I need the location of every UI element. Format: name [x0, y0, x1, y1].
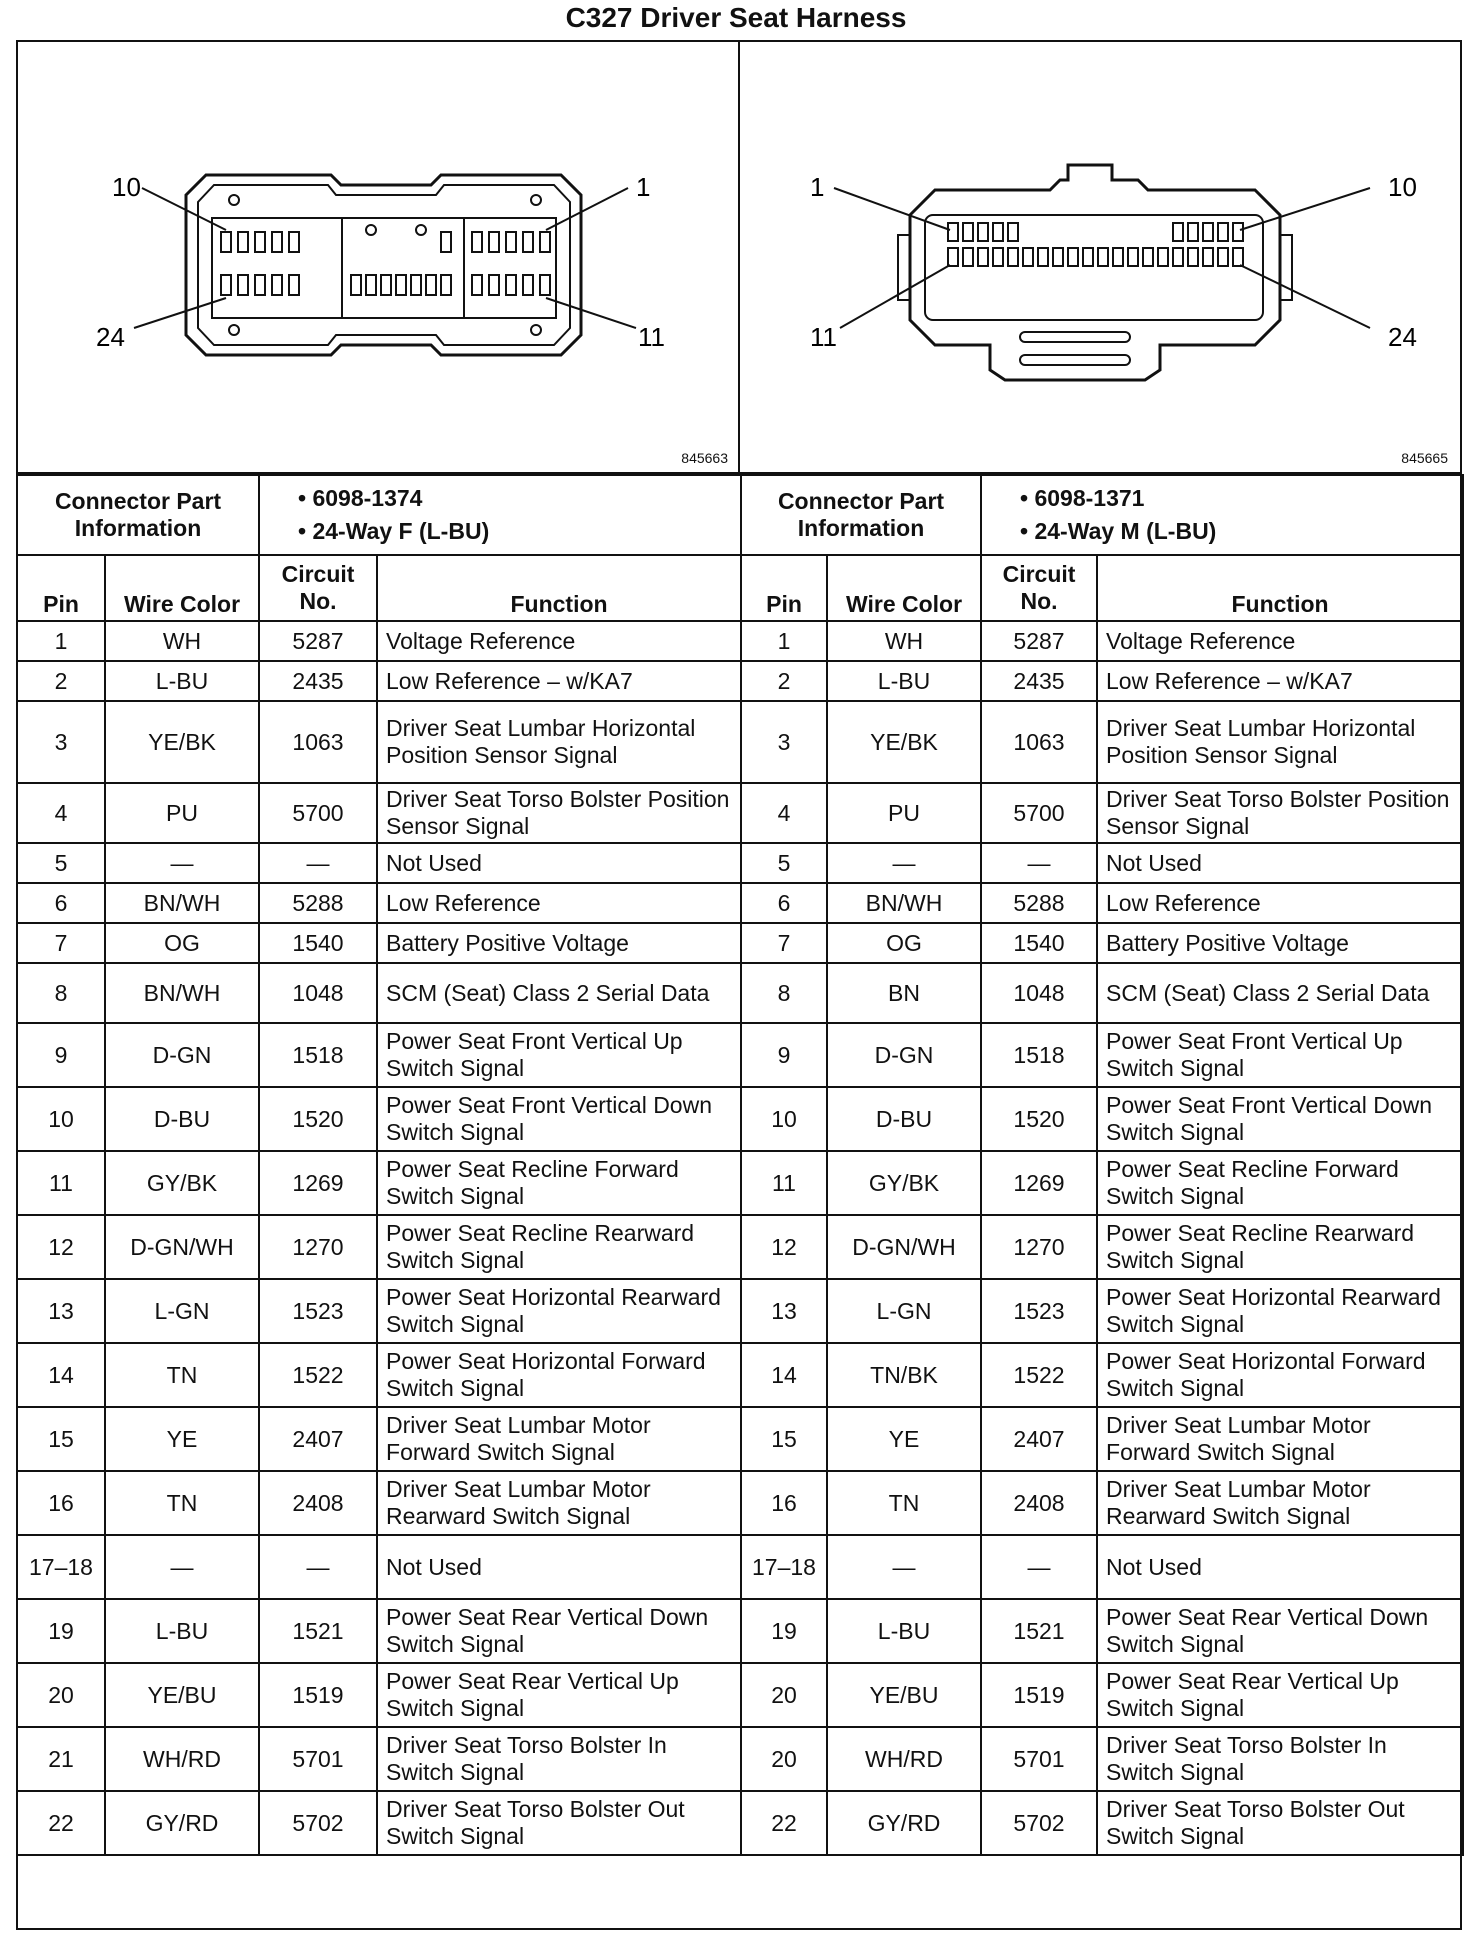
pin-cell: 20	[741, 1663, 827, 1727]
wire-color-cell: D-GN/WH	[105, 1215, 259, 1279]
pin-cell: 5	[741, 843, 827, 883]
header-function: Function	[1097, 555, 1463, 621]
part-info-values	[259, 475, 741, 555]
wire-color-cell: —	[105, 1535, 259, 1599]
circuit-cell: 1519	[981, 1663, 1097, 1727]
wire-color-cell: D-GN	[827, 1023, 981, 1087]
table-row	[741, 963, 1463, 1023]
wire-color-cell: GY/RD	[827, 1791, 981, 1855]
pin-cell: 13	[741, 1279, 827, 1343]
female-connector-drawing	[16, 40, 738, 470]
circuit-cell: 1540	[259, 923, 377, 963]
circuit-cell: 1048	[259, 963, 377, 1023]
callout-10: 10	[1388, 172, 1417, 202]
pin-cell: 10	[17, 1087, 105, 1151]
function-cell: Not Used	[1097, 1535, 1463, 1599]
table-row	[17, 1087, 741, 1151]
wire-color-cell: PU	[105, 783, 259, 843]
wire-color-cell: —	[105, 843, 259, 883]
pin-cell: 17–18	[741, 1535, 827, 1599]
circuit-cell: —	[259, 1535, 377, 1599]
wire-color-cell: BN	[827, 963, 981, 1023]
circuit-cell: 2408	[259, 1471, 377, 1535]
function-cell: Power Seat Rear Vertical Down Switch Signal	[377, 1599, 741, 1663]
function-cell: Power Seat Recline Rearward Switch Signal	[1097, 1215, 1463, 1279]
table-row	[741, 1151, 1463, 1215]
table-row	[741, 1279, 1463, 1343]
wire-color-cell: D-GN	[105, 1023, 259, 1087]
function-cell: Driver Seat Lumbar Motor Forward Switch Signal	[1097, 1407, 1463, 1471]
pin-cell: 14	[741, 1343, 827, 1407]
female-pin-cavities	[221, 232, 550, 295]
circuit-cell: 1520	[259, 1087, 377, 1151]
pin-cell: 4	[741, 783, 827, 843]
function-cell: Power Seat Rear Vertical Up Switch Signal	[1097, 1663, 1463, 1727]
table-row	[741, 1535, 1463, 1599]
pin-cell: 3	[741, 701, 827, 783]
wire-color-cell: WH	[105, 621, 259, 661]
wire-color-cell: YE/BK	[827, 701, 981, 783]
table-row	[741, 1023, 1463, 1087]
function-cell: Driver Seat Torso Bolster Position Sensor Signal	[1097, 783, 1463, 843]
table-row	[17, 1343, 741, 1407]
pin-cell: 12	[17, 1215, 105, 1279]
wire-color-cell: TN/BK	[827, 1343, 981, 1407]
wire-color-cell: L-BU	[105, 661, 259, 701]
table-row	[741, 701, 1463, 783]
function-cell: Power Seat Front Vertical Up Switch Signal	[1097, 1023, 1463, 1087]
wire-color-cell: D-BU	[827, 1087, 981, 1151]
circuit-cell: 1270	[259, 1215, 377, 1279]
table-row	[17, 1727, 741, 1791]
table-row	[17, 661, 741, 701]
wire-color-cell: TN	[827, 1471, 981, 1535]
table-row	[17, 1407, 741, 1471]
wire-color-cell: YE	[827, 1407, 981, 1471]
pin-cell: 20	[17, 1663, 105, 1727]
circuit-cell: 5701	[981, 1727, 1097, 1791]
callout-24: 24	[96, 322, 125, 352]
pin-cell: 8	[17, 963, 105, 1023]
circuit-cell: 2408	[981, 1471, 1097, 1535]
table-row	[17, 923, 741, 963]
table-row	[741, 1791, 1463, 1855]
circuit-cell: 5287	[981, 621, 1097, 661]
pin-cell: 11	[17, 1151, 105, 1215]
function-cell: Power Seat Horizontal Forward Switch Signal	[1097, 1343, 1463, 1407]
table-row	[17, 963, 741, 1023]
table-row	[17, 701, 741, 783]
pin-cell: 19	[741, 1599, 827, 1663]
function-cell: Power Seat Recline Forward Switch Signal	[377, 1151, 741, 1215]
table-row	[741, 923, 1463, 963]
function-cell: Not Used	[1097, 843, 1463, 883]
pin-cell: 10	[741, 1087, 827, 1151]
pin-cell: 7	[741, 923, 827, 963]
wire-color-cell: TN	[105, 1343, 259, 1407]
table-row	[741, 1471, 1463, 1535]
callout-1: 1	[636, 172, 651, 202]
table-row	[17, 783, 741, 843]
function-cell: Power Seat Front Vertical Up Switch Signal	[377, 1023, 741, 1087]
circuit-cell: 5287	[259, 621, 377, 661]
callout-10: 10	[112, 172, 141, 202]
table-row	[741, 1343, 1463, 1407]
circuit-cell: —	[981, 843, 1097, 883]
part-info-row	[741, 475, 1463, 555]
wire-color-cell: WH	[827, 621, 981, 661]
pin-cell: 4	[17, 783, 105, 843]
pin-cell: 6	[741, 883, 827, 923]
function-cell: SCM (Seat) Class 2 Serial Data	[1097, 963, 1463, 1023]
function-cell: Not Used	[377, 843, 741, 883]
circuit-cell: 1063	[981, 701, 1097, 783]
circuit-cell: 1518	[259, 1023, 377, 1087]
pin-cell: 19	[17, 1599, 105, 1663]
pin-cell: 5	[17, 843, 105, 883]
table-row	[741, 783, 1463, 843]
table-row	[17, 1791, 741, 1855]
circuit-cell: 1520	[981, 1087, 1097, 1151]
connector-diagrams	[16, 40, 1462, 474]
part-info-label: Connector Part Information	[17, 475, 259, 555]
pin-cell: 20	[741, 1727, 827, 1791]
circuit-cell: 1519	[259, 1663, 377, 1727]
pin-cell: 14	[17, 1343, 105, 1407]
table-row	[17, 621, 741, 661]
pin-cell: 8	[741, 963, 827, 1023]
circuit-cell: 2407	[981, 1407, 1097, 1471]
circuit-cell: 2435	[259, 661, 377, 701]
wire-color-cell: L-BU	[827, 661, 981, 701]
circuit-cell: —	[981, 1535, 1097, 1599]
pin-cell: 21	[17, 1727, 105, 1791]
table-row	[741, 1087, 1463, 1151]
wire-color-cell: GY/BK	[827, 1151, 981, 1215]
male-pin-rows	[741, 621, 1463, 1855]
figure-number: 845663	[681, 450, 728, 466]
function-cell: Power Seat Rear Vertical Up Switch Signal	[377, 1663, 741, 1727]
function-cell: Battery Positive Voltage	[1097, 923, 1463, 963]
function-cell: Voltage Reference	[1097, 621, 1463, 661]
pin-cell: 2	[17, 661, 105, 701]
pin-cell: 15	[17, 1407, 105, 1471]
header-circuit: Circuit No.	[981, 555, 1097, 621]
table-row	[17, 1471, 741, 1535]
circuit-cell: 1540	[981, 923, 1097, 963]
part-number: • 6098-1371	[1020, 485, 1145, 511]
function-cell: Driver Seat Lumbar Motor Forward Switch Signal	[377, 1407, 741, 1471]
function-cell: Driver Seat Torso Bolster In Switch Signal	[1097, 1727, 1463, 1791]
male-pinout-table	[740, 474, 1464, 1856]
function-cell: Power Seat Front Vertical Down Switch Signal	[377, 1087, 741, 1151]
wire-color-cell: YE/BK	[105, 701, 259, 783]
circuit-cell: 1523	[259, 1279, 377, 1343]
male-connector-diagram-panel	[740, 40, 1462, 474]
circuit-cell: 2435	[981, 661, 1097, 701]
circuit-cell: 1269	[259, 1151, 377, 1215]
wire-color-cell: L-GN	[105, 1279, 259, 1343]
function-cell: Driver Seat Torso Bolster Out Switch Signal	[377, 1791, 741, 1855]
table-row	[741, 1215, 1463, 1279]
wire-color-cell: L-BU	[105, 1599, 259, 1663]
table-row	[17, 1279, 741, 1343]
wire-color-cell: YE/BU	[827, 1663, 981, 1727]
function-cell: Power Seat Front Vertical Down Switch Signal	[1097, 1087, 1463, 1151]
pin-cell: 7	[17, 923, 105, 963]
table-row	[17, 1151, 741, 1215]
wire-color-cell: TN	[105, 1471, 259, 1535]
male-pin-blades	[948, 223, 1243, 266]
wire-color-cell: L-GN	[827, 1279, 981, 1343]
function-cell: Driver Seat Lumbar Motor Rearward Switch Signal	[1097, 1471, 1463, 1535]
wire-color-cell: PU	[827, 783, 981, 843]
function-cell: Driver Seat Lumbar Horizontal Position Sensor Signal	[377, 701, 741, 783]
wire-color-cell: OG	[105, 923, 259, 963]
table-row	[741, 843, 1463, 883]
table-header	[741, 555, 1463, 621]
wire-color-cell: OG	[827, 923, 981, 963]
function-cell: Power Seat Recline Forward Switch Signal	[1097, 1151, 1463, 1215]
table-row	[17, 843, 741, 883]
table-row	[741, 1407, 1463, 1471]
pin-cell: 2	[741, 661, 827, 701]
circuit-cell: 1522	[981, 1343, 1097, 1407]
table-row	[741, 621, 1463, 661]
table-row	[17, 1215, 741, 1279]
table-row	[741, 1599, 1463, 1663]
wire-color-cell: BN/WH	[105, 963, 259, 1023]
circuit-cell: 1063	[259, 701, 377, 783]
header-circuit: Circuit No.	[259, 555, 377, 621]
pin-cell: 16	[17, 1471, 105, 1535]
circuit-cell: 1521	[981, 1599, 1097, 1663]
pin-cell: 13	[17, 1279, 105, 1343]
function-cell: Low Reference – w/KA7	[1097, 661, 1463, 701]
function-cell: Battery Positive Voltage	[377, 923, 741, 963]
wire-color-cell: BN/WH	[105, 883, 259, 923]
pin-cell: 9	[17, 1023, 105, 1087]
callout-24: 24	[1388, 322, 1417, 352]
table-row	[17, 1599, 741, 1663]
pin-cell: 11	[741, 1151, 827, 1215]
circuit-cell: 5288	[981, 883, 1097, 923]
wire-color-cell: WH/RD	[105, 1727, 259, 1791]
function-cell: Driver Seat Torso Bolster Position Sensor Signal	[377, 783, 741, 843]
wire-color-cell: BN/WH	[827, 883, 981, 923]
header-function: Function	[377, 555, 741, 621]
callout-11: 11	[638, 322, 665, 352]
function-cell: Driver Seat Lumbar Motor Rearward Switch Signal	[377, 1471, 741, 1535]
female-pin-rows	[17, 621, 741, 1855]
wire-color-cell: GY/RD	[105, 1791, 259, 1855]
circuit-cell: 1522	[259, 1343, 377, 1407]
table-header	[17, 555, 741, 621]
pin-cell: 1	[741, 621, 827, 661]
pin-cell: 16	[741, 1471, 827, 1535]
circuit-cell: 1523	[981, 1279, 1097, 1343]
wire-color-cell: L-BU	[827, 1599, 981, 1663]
part-description: • 24-Way F (L-BU)	[298, 518, 490, 544]
circuit-cell: 1269	[981, 1151, 1097, 1215]
table-row	[17, 1535, 741, 1599]
header-pin: Pin	[741, 555, 827, 621]
function-cell: Voltage Reference	[377, 621, 741, 661]
figure-number: 845665	[1401, 450, 1448, 466]
function-cell: SCM (Seat) Class 2 Serial Data	[377, 963, 741, 1023]
circuit-cell: —	[259, 843, 377, 883]
header-wire-color: Wire Color	[105, 555, 259, 621]
part-info-row	[17, 475, 741, 555]
function-cell: Low Reference – w/KA7	[377, 661, 741, 701]
wire-color-cell: YE/BU	[105, 1663, 259, 1727]
function-cell: Power Seat Horizontal Forward Switch Signal	[377, 1343, 741, 1407]
wire-color-cell: YE	[105, 1407, 259, 1471]
callout-11: 11	[810, 322, 837, 352]
table-row	[741, 661, 1463, 701]
pin-cell: 22	[741, 1791, 827, 1855]
circuit-cell: 5700	[259, 783, 377, 843]
function-cell: Low Reference	[377, 883, 741, 923]
function-cell: Power Seat Horizontal Rearward Switch Signal	[1097, 1279, 1463, 1343]
circuit-cell: 5701	[259, 1727, 377, 1791]
circuit-cell: 1270	[981, 1215, 1097, 1279]
wire-color-cell: D-GN/WH	[827, 1215, 981, 1279]
circuit-cell: 1048	[981, 963, 1097, 1023]
part-info-label: Connector Part Information	[741, 475, 981, 555]
circuit-cell: 1521	[259, 1599, 377, 1663]
circuit-cell: 5700	[981, 783, 1097, 843]
wire-color-cell: —	[827, 1535, 981, 1599]
function-cell: Power Seat Horizontal Rearward Switch Signal	[377, 1279, 741, 1343]
wire-color-cell: —	[827, 843, 981, 883]
wire-color-cell: GY/BK	[105, 1151, 259, 1215]
function-cell: Not Used	[377, 1535, 741, 1599]
pin-cell: 12	[741, 1215, 827, 1279]
callout-1: 1	[810, 172, 825, 202]
circuit-cell: 5702	[259, 1791, 377, 1855]
pin-cell: 6	[17, 883, 105, 923]
pin-cell: 3	[17, 701, 105, 783]
page-title: C327 Driver Seat Harness	[565, 2, 907, 33]
pin-cell: 1	[17, 621, 105, 661]
wire-color-cell: WH/RD	[827, 1727, 981, 1791]
circuit-cell: 2407	[259, 1407, 377, 1471]
pin-cell: 15	[741, 1407, 827, 1471]
header-wire-color: Wire Color	[827, 555, 981, 621]
table-row	[741, 1727, 1463, 1791]
table-row	[17, 1023, 741, 1087]
function-cell: Low Reference	[1097, 883, 1463, 923]
function-cell: Power Seat Rear Vertical Down Switch Signal	[1097, 1599, 1463, 1663]
function-cell: Driver Seat Torso Bolster Out Switch Signal	[1097, 1791, 1463, 1855]
female-pinout-table	[16, 474, 742, 1856]
circuit-cell: 5702	[981, 1791, 1097, 1855]
table-row	[741, 883, 1463, 923]
function-cell: Driver Seat Torso Bolster In Switch Signal	[377, 1727, 741, 1791]
female-connector-diagram-panel	[16, 40, 740, 474]
circuit-cell: 1518	[981, 1023, 1097, 1087]
male-connector-drawing	[740, 40, 1460, 470]
header-pin: Pin	[17, 555, 105, 621]
pin-cell: 9	[741, 1023, 827, 1087]
function-cell: Driver Seat Lumbar Horizontal Position Sensor Signal	[1097, 701, 1463, 783]
circuit-cell: 5288	[259, 883, 377, 923]
table-row	[741, 1663, 1463, 1727]
part-info-values	[981, 475, 1463, 555]
part-number: • 6098-1374	[298, 485, 423, 511]
function-cell: Power Seat Recline Rearward Switch Signal	[377, 1215, 741, 1279]
table-row	[17, 883, 741, 923]
table-row	[17, 1663, 741, 1727]
part-description: • 24-Way M (L-BU)	[1020, 518, 1217, 544]
pin-cell: 22	[17, 1791, 105, 1855]
pin-cell: 17–18	[17, 1535, 105, 1599]
wire-color-cell: D-BU	[105, 1087, 259, 1151]
